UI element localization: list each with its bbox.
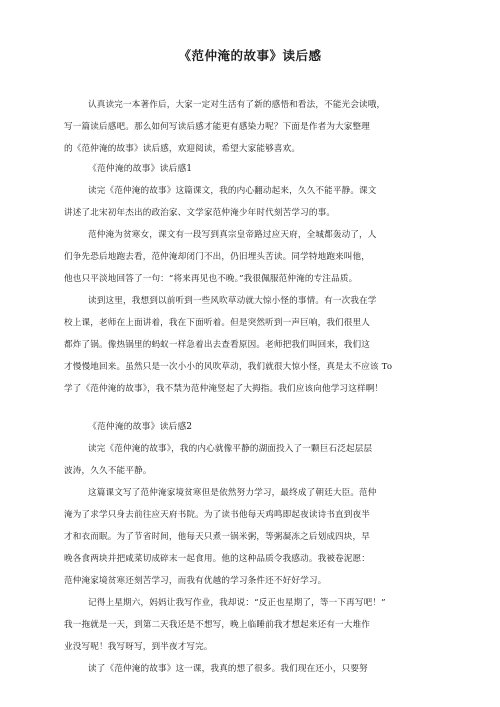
paragraph-line: 讲述了北宋初年杰出的政治家、文学家范仲淹少年时代刻苦学习的事。 — [64, 208, 336, 218]
paragraph-line: 才慢慢地回来。虽然只是一次小小的风吹草动，我们就很大惊小怪，真是太不应该 To — [64, 362, 393, 372]
paragraph-line: 记得上星期六，妈妈让我写作业，我却说：“反正也星期了，等一下再写吧！” — [88, 598, 386, 608]
paragraph-line: 读完《范仲淹的故事》，我的内心就像平静的湖面投入了一颗巨石泛起层层 — [88, 444, 373, 454]
paragraph-line: 范仲淹为贫寒女，课文有一段写到真宗皇帝路过应天府，全城都轰动了，人 — [88, 230, 377, 240]
paragraph-line: 认真读完一本著作后，大家一定对生活有了新的感悟和看法，不能光会读哦， — [88, 100, 386, 110]
paragraph-line: 校上课，老师在上面讲着，我在下面听着。但是突然听到一声巨响，我们很里人 — [64, 318, 371, 328]
paragraph-line: 淹为了求学只身去前往应天府书院。为了读书他每天鸡鸣即起夜读诗书直到夜半 — [64, 510, 371, 520]
paragraph-line: 范仲淹家境贫寒还刻苦学习，而我有优越的学习条件还不好好学习。 — [64, 576, 327, 586]
paragraph-line: 才和衣而眠。为了节省时间，他每天只煮一锅米粥，等粥凝冻之后划成四块，早 — [64, 532, 371, 542]
section-heading: 《范仲淹的故事》读后感1 — [88, 164, 193, 174]
paragraph-line: 学了《范仲淹的故事》，我不禁为范仲淹竖起了大拇指。我们应该向他学习这样啊！ — [64, 384, 384, 394]
paragraph-line: 都炸了锅。像热锅里的蚂蚁一样急着出去查看原因。老师把我们叫回来，我们这 — [64, 340, 371, 350]
section-heading: 《范仲淹的故事》读后感2 — [88, 422, 193, 432]
paragraph-line: 业没写呢！我写呀写，到半夜才写完。 — [64, 642, 213, 652]
paragraph-line: 这篇课文写了范仲淹家境贫寒但是依然努力学习，最终成了朝廷大臣。范仲 — [88, 488, 377, 498]
paragraph-line: 晚各食两块并把咸菜切成碎末一起食用。他的这种品质令我感动。我被卷泥愿： — [64, 554, 371, 564]
document-title: 《范仲淹的故事》读后感 — [178, 48, 322, 63]
paragraph-line: 他也只平淡地回答了一句：“将来再见也不晚。”我很佩服范仲淹的专注品质。 — [64, 274, 358, 284]
paragraph-line: 们争先恐后地跑去看，范仲淹却闭门不出，仍旧埋头苦读。同学特地跑来叫他， — [64, 252, 371, 262]
paragraph-line: 写一篇读后感吧。那么如何写读后感才能更有感染力呢？下面是作者为大家整理 — [64, 122, 371, 132]
paragraph-line: 读完《范仲淹的故事》这篇课文，我的内心翻动起来，久久不能平静。课文 — [88, 186, 377, 196]
paragraph-line: 波涛，久久不能平静。 — [64, 466, 152, 476]
paragraph-line: 的《范仲淹的故事》读后感，欢迎阅读，希望大家能够喜欢。 — [64, 144, 301, 154]
paragraph-line: 我一拖就是一天，到第二天我还是不想写，晚上临睡前我才想起来还有一大堆作 — [64, 620, 371, 630]
paragraph-line: 读了《范仲淹的故事》这一课，我真的想了很多。我们现在还小，只要努 — [88, 664, 368, 674]
paragraph-line: 读到这里，我想到以前听到一些风吹草动就大惊小怪的事情。有一次我在学 — [88, 296, 377, 306]
